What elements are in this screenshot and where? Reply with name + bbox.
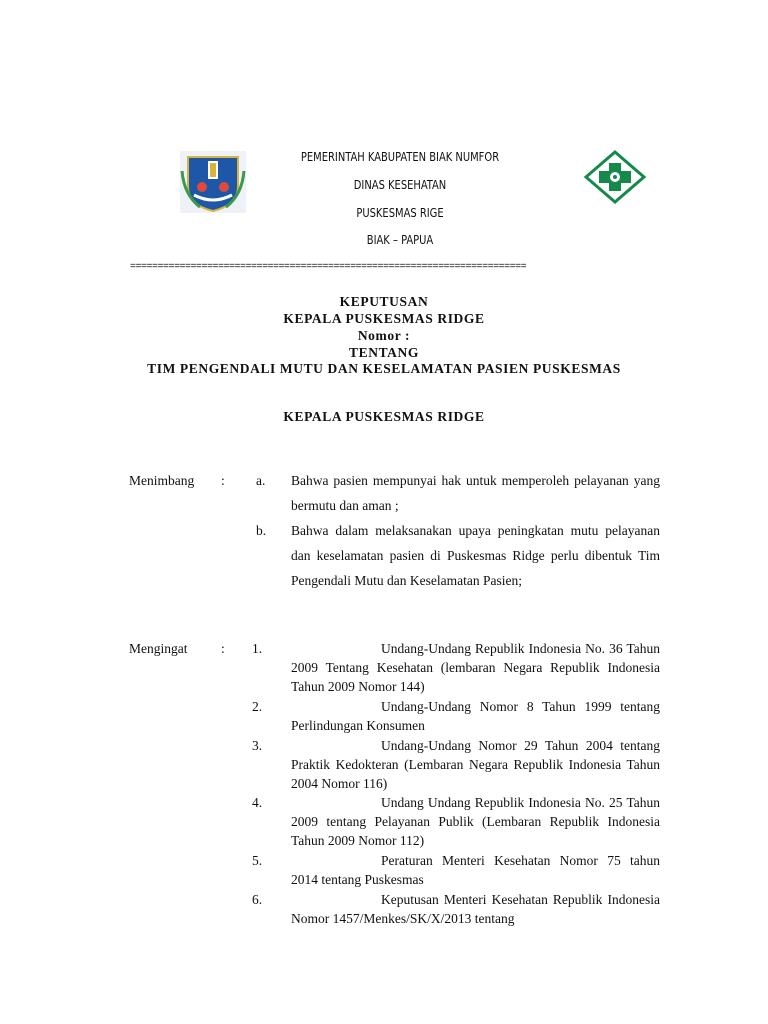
mengingat-marker-2: 2. xyxy=(252,699,263,714)
letterhead-location: BIAK – PAPUA xyxy=(366,233,434,247)
mengingat-item-2: Undang-Undang Nomor 8 Tahun 1999 tentang Perlindungan Konsumen xyxy=(291,699,660,733)
mengingat-marker-6: 6. xyxy=(252,892,263,907)
menimbang-marker-a: a. xyxy=(256,473,266,488)
puskesmas-cross-logo-icon xyxy=(584,150,646,204)
mengingat-marker-3: 3. xyxy=(252,738,263,753)
mengingat-marker-1: 1. xyxy=(252,641,263,656)
mengingat-item-6: Keputusan Menteri Kesehatan Republik Indonesia Nomor 1457/Menkes/SK/X/2013 tentang xyxy=(291,892,660,926)
letterhead-government: PEMERINTAH KABUPATEN BIAK NUMFOR xyxy=(300,150,500,164)
letterhead-department: DINAS KESEHATAN xyxy=(353,178,447,192)
menimbang-colon: : xyxy=(221,473,225,488)
letterhead-separator: ======================================================================== xyxy=(130,262,527,273)
doc-title-nomor: Nomor : xyxy=(357,328,411,343)
doc-title-tentang: TENTANG xyxy=(349,345,419,360)
mengingat-label: Mengingat xyxy=(129,641,188,656)
mengingat-item-1: Undang-Undang Republik Indonesia No. 36 Tahun 2009 Tentang Kesehatan (lembaran Negara Republik Indonesia Tahun 2009 Nomor 144) xyxy=(291,641,660,694)
doc-title-keputusan: KEPUTUSAN xyxy=(339,294,429,309)
mengingat-marker-5: 5. xyxy=(252,853,263,868)
letterhead-puskesmas: PUSKESMAS RIGE xyxy=(356,206,444,220)
menimbang-item-b: Bahwa dalam melaksanakan upaya peningkatan mutu pelayanan dan keselamatan pasien di Puskesmas Ridge perlu dibentuk Tim Pengendali Mutu dan Keselamatan Pasien; xyxy=(291,523,660,588)
signatory-heading: KEPALA PUSKESMAS RIDGE xyxy=(283,409,485,424)
doc-title-subject: TIM PENGENDALI MUTU DAN KESELAMATAN PASIEN PUSKESMAS xyxy=(147,361,621,376)
mengingat-colon: : xyxy=(221,641,225,656)
doc-title-kepala: KEPALA PUSKESMAS RIDGE xyxy=(283,311,485,326)
mengingat-marker-4: 4. xyxy=(252,795,263,810)
menimbang-marker-b: b. xyxy=(256,523,267,538)
mengingat-item-3: Undang-Undang Nomor 29 Tahun 2004 tentang Praktik Kedokteran (Lembaran Negara Republik Indonesia Tahun 2004 Nomor 116) xyxy=(291,738,660,791)
menimbang-item-a: Bahwa pasien mempunyai hak untuk memperoleh pelayanan yang bermutu dan aman ; xyxy=(291,473,660,513)
menimbang-label: Menimbang xyxy=(129,473,195,488)
mengingat-item-4: Undang Undang Republik Indonesia No. 25 Tahun 2009 tentang Pelayanan Publik (Lembaran Republik Indonesia Tahun 2009 Nomor 112) xyxy=(291,795,660,848)
regency-emblem-icon xyxy=(180,151,246,213)
mengingat-item-5: Peraturan Menteri Kesehatan Nomor 75 tahun 2014 tentang Puskesmas xyxy=(291,853,660,887)
